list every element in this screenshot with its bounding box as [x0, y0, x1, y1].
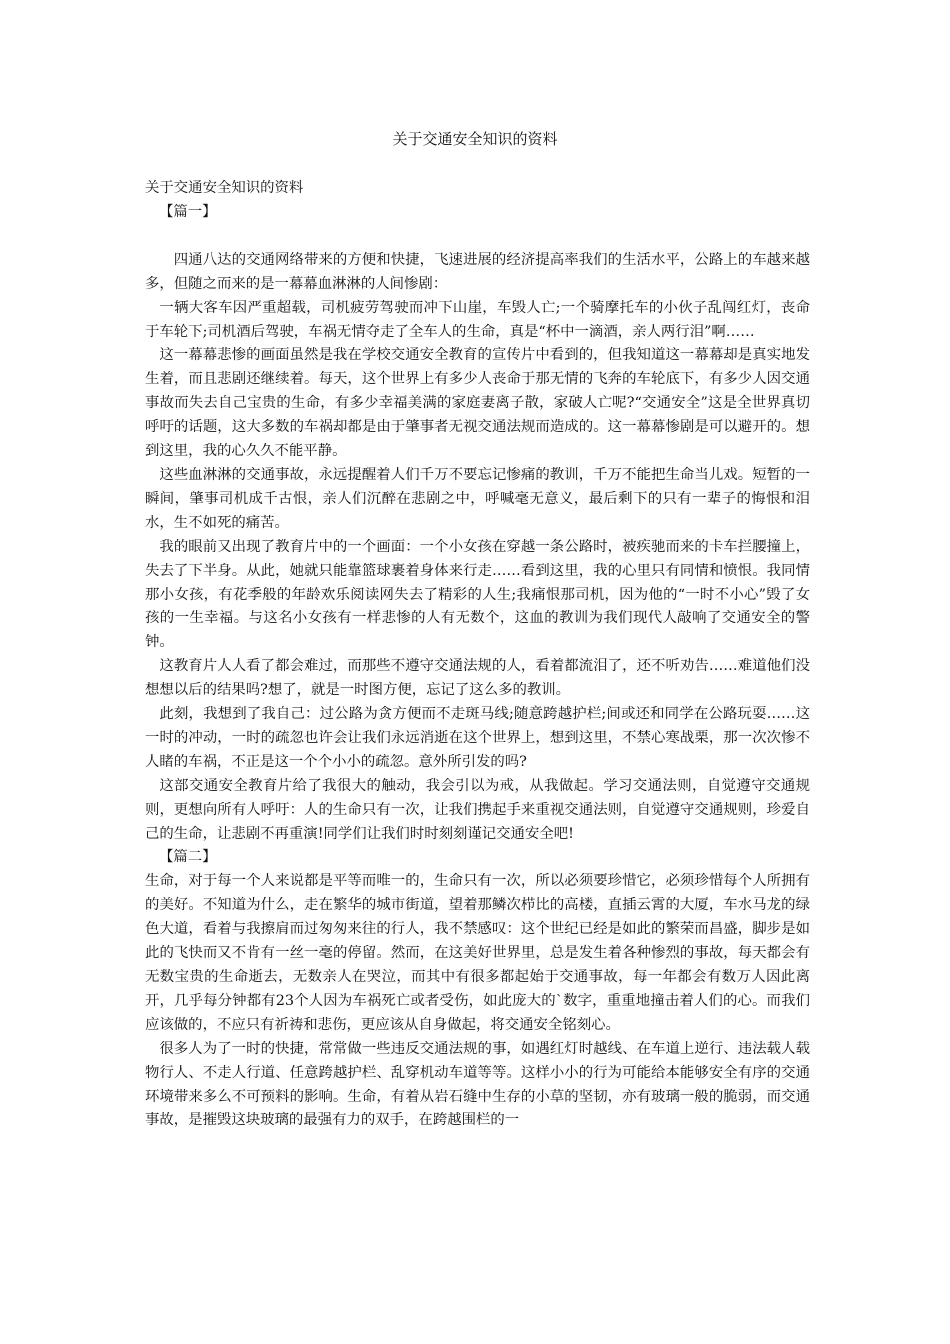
document-subtitle: 关于交通安全知识的资料: [145, 180, 304, 196]
section-heading-2-text: 【篇二】: [159, 849, 217, 866]
document-title: 关于交通安全知识的资料: [392, 130, 558, 148]
blank-line: [145, 225, 810, 249]
paragraph: 一辆大客车因严重超载，司机疲劳驾驶而冲下山崖，车毁人亡;一个骑摩托车的小伙子乱闯红灯，丧命于车轮下;司机酒后驾驶，车祸无情夺走了全车人的生命，真是“杯中一滴酒，亲人两行泪”啊……: [145, 299, 810, 340]
paragraph: 生命，对于每一个人来说都是平等而唯一的，生命只有一次，所以必须要珍惜它，必须珍惜每个人所拥有的美好。不知道为什么，走在繁华的城市街道，望着那鳞次栉比的高楼，直插云霄的大厦，车水马龙的绿色大道，看着与我擦肩而过匆匆来往的行人，我不禁感叹：这个世纪已经是如此的繁荣而昌盛，脚步是如此的飞快而又不肯有一丝一毫的停留。然而，在这美好世界里，总是发生着各种惨烈的事故，每天都会有无数宝贵的生命逝去，无数亲人在哭泣，而其中有很多都起始于交通事故，每一年都会有数万人因此离开，几乎每分钟都有23个人因为车祸死亡或者受伤，如此庞大的`数字，重重地撞击着人们的心。而我们应该做的，不应只有祈祷和悲伤，更应该从自身做起，将交通安全铭刻心。: [145, 873, 810, 1033]
document-body: [145, 177, 810, 1133]
section-heading-1: [145, 201, 810, 225]
paragraph: 这部交通安全教育片给了我很大的触动，我会引以为戒，从我做起。学习交通法则，自觉遵守交通规则，更想向所有人呼吁：人的生命只有一次，让我们携起手来重视交通法则，自觉遵守交通规则，珍爱自己的生命，让悲剧不再重演!同学们让我们时时刻刻谨记交通安全吧!: [145, 777, 810, 842]
paragraph: 很多人为了一时的快捷，常常做一些违反交通法规的事，如遇红灯时越线、在车道上逆行、违法载人载物行人、不走人行道、任意跨越护栏、乱穿机动车道等等。这样小小的行为可能给本能够安全有序的交通环境带来多么不可预料的影响。生命，有着从岩石缝中生存的小草的坚韧，亦有玻璃一般的脆弱，而交通事故，是摧毁这块玻璃的最强有力的双手，在跨越围栏的一: [145, 1040, 810, 1129]
paragraph: 此刻，我想到了我自己：过公路为贪方便而不走斑马线;随意跨越护栏;间或还和同学在公路玩耍……这一时的冲动，一时的疏忽也许会让我们永远消逝在这个世界上，想到这里，不禁心寒战栗，那一次次惨不人睹的车祸，不正是这一个个小小的疏忽。意外所引发的吗?: [145, 706, 810, 770]
paragraph: 这些血淋淋的交通事故，永远提醒着人们千万不要忘记惨痛的教训，千万不能把生命当儿戏。短暂的一瞬间，肇事司机成千古恨，亲人们沉醉在悲剧之中，呼喊毫无意义，最后剩下的只有一辈子的悔恨和泪水，生不如死的痛苦。: [145, 466, 810, 531]
section-heading-1-text: 【篇一】: [159, 203, 217, 220]
paragraph: 四通八达的交通网络带来的方便和快捷，飞速进展的经济提高率我们的生活水平，公路上的车越来越多，但随之而来的是一幕幕血淋淋的人间惨剧：: [145, 251, 810, 292]
section-heading-2: [145, 846, 810, 870]
paragraph: 这一幕幕悲惨的画面虽然是我在学校交通安全教育的宣传片中看到的，但我知道这一幕幕却是真实地发生着，而且悲剧还继续着。每天，这个世界上有多少人丧命于那无情的飞奔的车轮底下，有多少人因交通事故而失去自己宝贵的生命，有多少幸福美满的家庭妻离子散，家破人亡呢?“交通安全”这是全世界真切呼吁的话题，这大多数的车祸却都是由于肇事者无视交通法规而造成的。这一幕幕惨剧是可以避开的。想到这里，我的心久久不能平静。: [145, 347, 810, 460]
paragraph: 我的眼前又出现了教育片中的一个画面：一个小女孩在穿越一条公路时，被疾驰而来的卡车拦腰撞上，失去了下半身。从此，她就只能靠篮球裹着身体来行走……看到这里，我的心里只有同情和愤恨。我同情那小女孩，有花季般的年龄欢乐阅读网失去了精彩的人生;我痛恨那司机，因为他的“一时不小心”毁了女孩的一生幸福。与这名小女孩有一样悲惨的人有无数个，这血的教训为我们现代人敲响了交通安全的警钟。: [145, 538, 810, 651]
paragraph: 这教育片人人看了都会难过，而那些不遵守交通法规的人，看着都流泪了，还不听劝告……难道他们没想想以后的结果吗?想了，就是一时图方便，忘记了这么多的教训。: [145, 658, 810, 699]
